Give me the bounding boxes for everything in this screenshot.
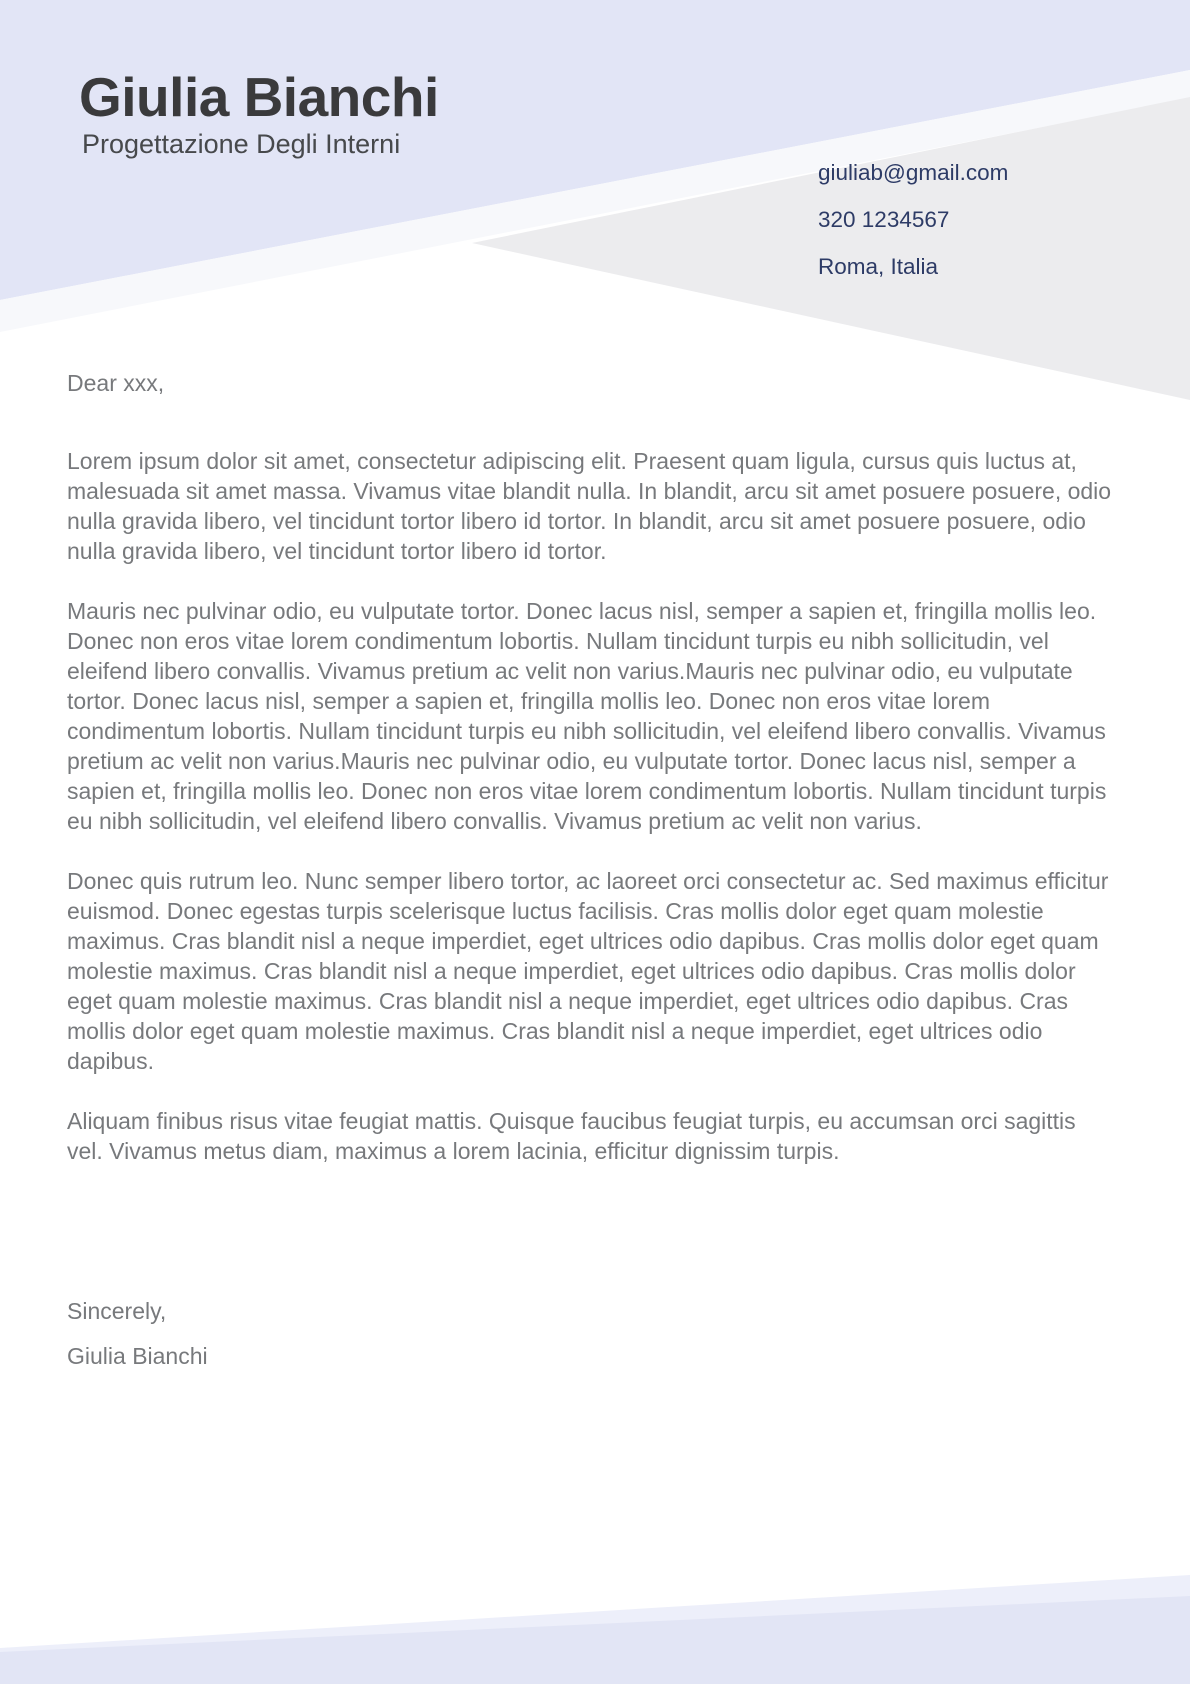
- contact-location: Roma, Italia: [818, 254, 939, 279]
- letter-body: [67, 368, 1115, 1371]
- letter-signature: Giulia Bianchi: [67, 1343, 208, 1369]
- page-title-name: Giulia Bianchi: [79, 66, 439, 128]
- letter-paragraph-3: Donec quis rutrum leo. Nunc semper libero tortor, ac laoreet orci consectetur ac. Sed maximus efficitur euismod. Donec egestas turpis scelerisque luctus facilisis. Cras mollis dolor eget quam molestie maximus. Cras blandit nisl a neque imperdiet, eget ultrices odio dapibus. Cras mollis dolor eget quam molestie maximus. Cras blandit nisl a neque imperdiet, eget ultrices odio dapibus. Cras mollis dolor eget quam molestie maximus. Cras blandit nisl a neque imperdiet, eget ultrices odio dapibus. Cras mollis dolor eget quam molestie maximus. Cras blandit nisl a neque imperdiet, eget ultrices odio dapibus.: [67, 868, 1109, 1074]
- letter-paragraph-1: Lorem ipsum dolor sit amet, consectetur adipiscing elit. Praesent quam ligula, cursus quis luctus at, malesuada sit amet massa. Vivamus vitae blandit nulla. In blandit, arcu sit amet posuere posuere, odio nulla gravida libero, vel tincidunt tortor libero id tortor. In blandit, arcu sit amet posuere posuere, odio nulla gravida libero, vel tincidunt tortor libero id tortor.: [67, 448, 1112, 564]
- letter-paragraph-4: Aliquam finibus risus vitae feugiat mattis. Quisque faucibus feugiat turpis, eu accumsan orci sagittis vel. Vivamus metus diam, maximus a lorem lacinia, efficitur dignissim turpis.: [67, 1108, 1076, 1164]
- contact-email: giuliab@gmail.com: [818, 160, 1009, 185]
- letter-paragraph-2: Mauris nec pulvinar odio, eu vulputate tortor. Donec lacus nisl, semper a sapien et, fringilla mollis leo. Donec non eros vitae lorem condimentum lobortis. Nullam tincidunt turpis eu nibh sollicitudin, vel eleifend libero convallis. Vivamus pretium ac velit non varius.Mauris nec pulvinar odio, eu vulputate tortor. Donec lacus nisl, semper a sapien et, fringilla mollis leo. Donec non eros vitae lorem condimentum lobortis. Nullam tincidunt turpis eu nibh sollicitudin, vel eleifend libero convallis. Vivamus pretium ac velit non varius.Mauris nec pulvinar odio, eu vulputate tortor. Donec lacus nisl, semper a sapien et, fringilla mollis leo. Donec non eros vitae lorem condimentum lobortis. Nullam tincidunt turpis eu nibh sollicitudin, vel eleifend libero convallis. Vivamus pretium ac velit non varius.: [67, 598, 1107, 834]
- letter-closing: Sincerely,: [67, 1298, 167, 1324]
- contact-phone: 320 1234567: [818, 207, 950, 232]
- job-title-subtitle: Progettazione Degli Interni: [82, 129, 401, 159]
- contact-info-block: [818, 160, 1008, 301]
- letter-greeting: Dear xxx,: [67, 370, 165, 396]
